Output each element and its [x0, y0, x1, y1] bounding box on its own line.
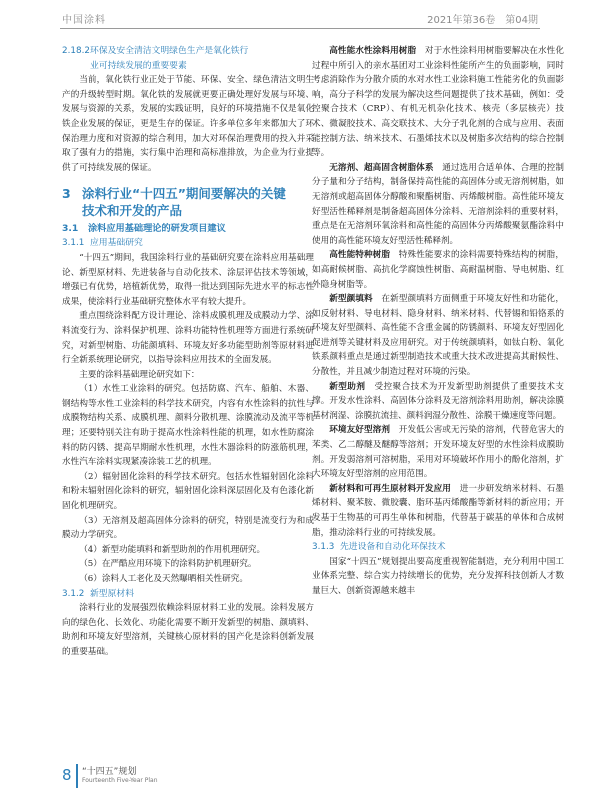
section-3-heading: [62, 185, 314, 219]
list-item: （5）在严酷应用环境下的涂料防护机理研究。: [79, 559, 257, 570]
list-item: （4）新型功能填料和新型助剂的作用机理研究。: [79, 544, 266, 555]
paragraph: [312, 380, 564, 424]
section-title-line1: 环保及安全清洁文明绿色生产是氧化铁行: [90, 46, 249, 56]
paragraph: [312, 482, 564, 540]
paragraph: [312, 44, 564, 161]
list-item: （2）辐射固化涂料的科学技术研究。包括水性辐射固化涂料和粉末辐射固化涂料的研究，辐射固化涂料深层固化及有色漆化新固化机理研究。: [62, 471, 314, 512]
section-title-line1: 涂料行业“十四五”期间要解决的关键: [82, 186, 286, 202]
paragraph-text: 特殊性能要求的涂料需要特殊结构的树脂，如高耐候树脂、高抗化学腐蚀性树脂、高耐温树脂、导电树脂、红外隐身树脂等。: [312, 250, 564, 290]
paragraph: 涂料行业的发展强烈依赖涂料原材料工业的发展。涂料发展方向的绿色化、长效化、功能化需要不断开发新型的树脂、颜填料、助剂和环境友好型溶剂，关键核心原材料的国产化是涂料创新发展的重要基础。: [62, 603, 314, 657]
run-in-heading: 高性能特种树脂: [329, 250, 391, 261]
paragraph: [312, 292, 564, 380]
run-in-heading: 高性能水性涂料用树脂: [329, 46, 417, 56]
section-title: 应用基础研究: [90, 238, 143, 249]
section-3-1-2-heading: [62, 587, 314, 602]
list-item: （1）水性工业涂料的研究。包括防腐、汽车、船舶、木器、钢结构等水性工业涂料的科学技术研究，内容有水性涂料的抗性与成膜物结构关系、成膜机理、颜料分散机理、涂膜流动及流平等机理；还要特别关注有助于提高水性涂料性能的机理，如水性防腐涂料的防闪锈、提高早期耐水性机理，水性木器涂料的防涨筋机理，水性汽车涂料实现紧凑涂装工艺的机理。: [62, 384, 314, 468]
footer-label-cn: “十四五”规划: [82, 767, 137, 777]
section-2-18-2-heading: [62, 44, 314, 73]
section-3-1-3-heading: [312, 540, 564, 555]
list-item: （3）无溶剂及超高固体分涂料的研究，特别是流变行为和成膜动力学研究。: [62, 515, 314, 541]
paragraph-text: 开发低公害或无污染的溶剂，代替危害大的苯类、乙二醇醚及醚醇等溶剂；开发环境友好型的水性涂料成膜助剂。开发弱溶剂可溶树脂，采用对环境破坏作用小的酚化溶剂，扩大环境友好型溶剂的应用范围。: [312, 425, 564, 480]
page-number: 8: [62, 766, 72, 784]
paragraph-text: 在新型颜填料方面侧重于环境友好性和功能化，如反射材料、导电材料、隐身材料、纳米材料、代替锡和铅铬系的环境友好型颜料、高性能不含重金属的防锈颜料、环境友好型固化促进剂等关键材料及应用研究。对于传统颜填料，如钛白粉、氧化铁系颜料重点是通过新型制造技术或重大技术改进提高其耐候性、分散性，并且减少制造过程对环境的污染。: [312, 294, 564, 378]
section-number: 2.18.2: [62, 46, 90, 56]
paragraph: 国家“十四五”规划提出要高度重视智能制造，充分利用中国工业体系完整、综合实力持续增长的优势，充分发挥科技创新人才数量巨大、创新资源越来越丰: [312, 556, 564, 596]
header-rule: [60, 28, 540, 29]
left-column: [62, 44, 314, 660]
paragraph-text: 对于水性涂料用树脂要解决在水性化过程中所引入的亲水基团对工业涂料性能所产生的负面影响，同时考虑消除作为分散介质的水对水性工业涂料施工性能劣化的负面影响，高分子科学的发展为解决这些问题提供了技术基础，例如：受控聚合技术（CRP）、有机无机杂化技术、核壳（多层核壳）技术、微凝胶技术、高交联技术、大分子乳化剂的合成与应用、表面能控制方法、纳米技术、石墨烯技术以及树脂多次结构的综合控制等。: [312, 46, 564, 159]
footer-label-en: Fourteenth Five-Year Plan: [82, 777, 158, 784]
section-number: 3.1.1: [62, 238, 85, 249]
paragraph: 主要的涂料基础理论研究如下：: [79, 369, 200, 380]
page-footer: [62, 760, 262, 800]
paragraph-text: 进一步研发纳米材料、石墨烯材料、聚苯胺、微胶囊、脂环基丙烯酸酯等新材料的新应用；开发基于生物基的可再生单体和树脂，代替基于碳基的单体和合成树脂，推动涂料行业的可持续发展。: [312, 483, 564, 538]
paragraph: 重点围绕涂料配方设计理论、涂料成膜机理及成膜动力学、涂料流变行为、涂料保护机理、涂料功能特性机理等方面进行系统研究，对新型树脂、功能颜填料、环境友好多功能型助剂等原材料进行全新系统理论研究，以指导涂料应用技术的全面发展。: [62, 311, 314, 366]
paragraph: [312, 161, 564, 249]
section-number: 3.1: [62, 223, 79, 235]
paragraph-text: 受控聚合技术为开发新型助剂提供了重要技术支撑。开发水性涂料、高固体分涂料及无溶剂涂料用助剂，解决涂膜基材润湿、涂膜抗流挂、颜料润湿分散性、涂膜干燥速度等问题。: [312, 381, 564, 421]
section-number: 3.1.2: [62, 588, 85, 599]
run-in-heading: 新材料和可再生原材料开发应用: [329, 483, 451, 494]
paragraph: 当前，氧化铁行业正处于节能、环保、安全、绿色清洁文明生产的升级转型时期。氧化铁的发展就更要正确处理好发展与环境、发展与资源的关系，发展的实践证明，良好的环境措施不仅是氧化铁企业发展的保证，更是生存的保证。许多单位多年来都加大了环保治理力度和对资源的综合利用，加大对环保治理费用的投入并采取了强有力的措施，实行集中治理和高标准排放，为企业为行业提供了可持续发展的保证。: [62, 75, 314, 173]
run-in-heading: 新型颜填料: [329, 294, 373, 305]
section-title: 先进设备和自动化环保技术: [340, 542, 446, 553]
section-number: 3: [62, 186, 71, 202]
section-3-1-1-heading: [62, 236, 314, 251]
right-column: [312, 44, 564, 599]
list-item: （6）涂料人工老化及天然曝晒相关性研究。: [79, 574, 248, 584]
section-title-line2: 业可持续发展的重要要素: [90, 60, 187, 71]
issue-info: 2021年第36卷 第04期: [427, 15, 538, 26]
journal-name: 中国涂料: [62, 15, 106, 26]
run-in-heading: 新型助剂: [329, 381, 366, 392]
run-in-heading: 环境友好型溶剂: [329, 425, 391, 436]
section-number: 3.1.3: [312, 542, 335, 553]
paragraph: “十四五”期间，我国涂料行业的基础研究要在涂料应用基础理论、新型原材料、先进装备与自动化技术、涂层评估技术等领域，增强已有优势，培植新优势，取得一批达到国际先进水平的标志性成果，使涂料行业基础研究整体水平有较大提升。: [62, 252, 314, 307]
section-title-line2: 技术和开发的产品: [82, 203, 183, 219]
paragraph-text: 通过选用合适单体、合理的控制分子量和分子结构，制备保持高性能的高固体分或无溶剂树脂，如无溶剂或超高固体分醇酸和聚酯树脂、丙烯酸树脂。高性能环境友好型活性稀释剂是制备超高固体分涂料、无溶剂涂料的重要材料，重点是在无溶剂环氧涂料和高性能的高固体分丙烯酸聚氨酯涂料中使用的高性能环境友好型活性稀释剂。: [312, 162, 564, 246]
paragraph: [312, 423, 564, 481]
page-header: [0, 0, 600, 34]
paragraph: [312, 248, 564, 292]
section-title: 新型原材料: [90, 588, 134, 599]
section-3-1-heading: [62, 221, 314, 236]
run-in-heading: 无溶剂、超高固含树脂体系: [329, 162, 434, 173]
section-title: 涂料应用基础理论的研发项目建议: [88, 223, 226, 235]
footer-divider: [76, 764, 78, 788]
